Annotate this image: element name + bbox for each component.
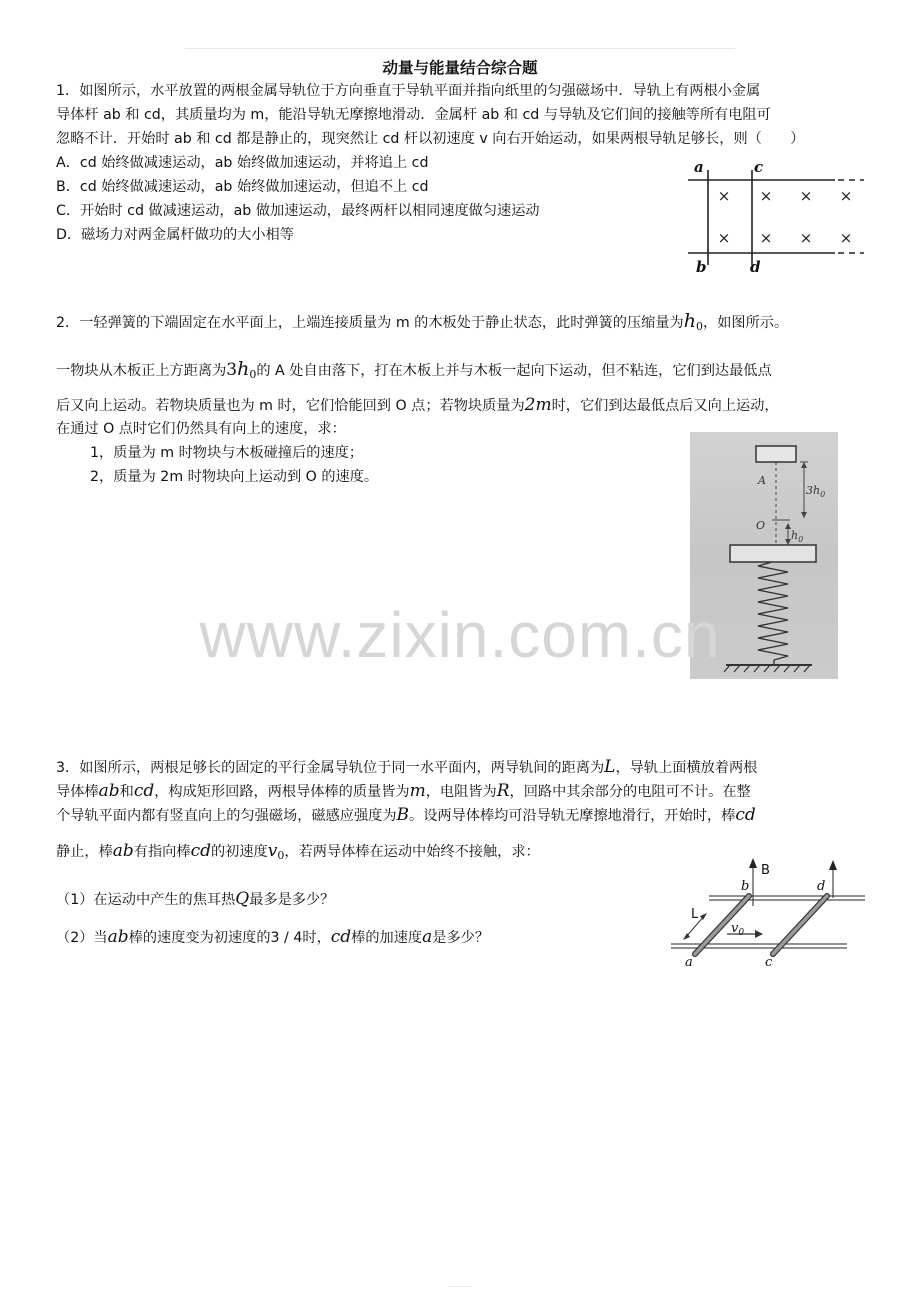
q1-option-b: B．cd 始终做减速运动，ab 始终做加速运动，但追不上 cd [56, 179, 429, 195]
symbol-2m: 2m [524, 395, 552, 415]
q1-line-3: 忽略不计．开始时 ab 和 cd 都是静止的，现突然让 cd 杆以初速度 v 向右开始运动，如果两根导轨足够长，则（ ） [56, 131, 805, 147]
q2-line-4: 在通过 O 点时它们仍然具有向上的速度，求： [56, 421, 346, 437]
q3-line-3: 个导轨平面内都有竖直向上的匀强磁场，磁感应强度为B。设两导体棒均可沿导轨无摩擦地滑行，开始时，棒cd [56, 805, 756, 825]
q1-option-a: A．cd 始终做减速运动，ab 始终做加速运动，并将追上 cd [56, 155, 429, 171]
wooden-board [730, 545, 816, 562]
label-b: b [696, 258, 707, 276]
label-L: L [691, 907, 699, 922]
watermark: www.zixin.com.cn [199, 599, 721, 671]
q1-option-d: D．磁场力对两金属杆做功的大小相等 [56, 227, 294, 243]
q1-rail-figure [680, 152, 870, 276]
symbol-h0: $h_0$ [237, 358, 257, 381]
label-A: A [758, 474, 766, 487]
field-cross: × [759, 229, 773, 247]
label-v0: $v_0$ [731, 921, 745, 938]
q3-part-1: （1）在运动中产生的焦耳热Q最多是多少？ [56, 889, 335, 909]
q3-line-4: 静止，棒ab有指向棒cd的初速度$v_0$，若两导体棒在运动中始终不接触，求： [56, 841, 540, 862]
label-c: c [754, 158, 764, 176]
page-title: 动量与能量结合综合题 [382, 59, 538, 77]
q1-option-c: C．开始时 cd 做减速运动，ab 做加速运动，最终两杆以相同速度做匀速运动 [56, 203, 540, 219]
q3-parallel-rails-figure [665, 854, 875, 972]
footer-mark [448, 1286, 472, 1287]
q2-subquestion-2: 2，质量为 2m 时物块向上运动到 O 的速度。 [90, 469, 379, 485]
label-h0: $h_0$ [791, 529, 804, 544]
field-cross: × [799, 187, 813, 205]
field-cross: × [759, 187, 773, 205]
field-cross: × [717, 187, 731, 205]
q3-part-2: （2）当ab棒的速度变为初速度的3 / 4时，cd棒的加速度a是多少？ [56, 927, 490, 947]
falling-block [756, 446, 796, 462]
b-field-arrow [749, 858, 757, 868]
velocity-arrow [755, 930, 763, 938]
q3-line-1: 3．如图所示，两根足够长的固定的平行金属导轨位于同一水平面内，两导轨间的距离为L，导轨上面横放着两根 [56, 757, 758, 777]
q2-subquestion-1: 1，质量为 m 时物块与木板碰撞后的速度； [90, 445, 364, 461]
q3-line-2: 导体棒ab和cd，构成矩形回路，两根导体棒的质量皆为m，电阻皆为R，回路中其余部分的电阻可不计。在整 [56, 781, 751, 801]
field-cross: × [839, 187, 853, 205]
field-cross: × [839, 229, 853, 247]
label-O: O [756, 519, 766, 532]
label-b: b [741, 879, 750, 894]
label-d: d [750, 258, 761, 276]
label-B: B [761, 863, 770, 878]
symbol-h0: $h_0$ [683, 310, 703, 333]
label-a: a [685, 955, 693, 970]
q2-line-1: 2．一轻弹簧的下端固定在水平面上，上端连接质量为 m 的木板处于静止状态，此时弹簧的压缩量为$h_0$，如图所示。 [56, 310, 789, 333]
field-cross: × [799, 229, 813, 247]
q2-line-2: 一物块从木板正上方距离为$3h_0$的 A 处自由落下，打在木板上并与木板一起向下运动，但不粘连，它们到达最低点 [56, 358, 772, 381]
label-3h0: $3h_0$ [806, 484, 826, 499]
b-field-arrow [829, 860, 837, 870]
q2-line-3: 后又向上运动。若物块质量也为 m 时，它们恰能回到 O 点；若物块质量为2m时，它们到达最低点后又向上运动， [56, 395, 779, 415]
q1-line-1: 1．如图所示，水平放置的两根金属导轨位于方向垂直于导轨平面并指向纸里的匀强磁场中．导轨上有两根小金属 [56, 83, 761, 99]
label-c: c [765, 955, 773, 970]
label-d: d [817, 879, 826, 894]
header-rule [185, 48, 735, 49]
label-a: a [694, 158, 704, 176]
q1-line-2: 导体杆 ab 和 cd，其质量均为 m，能沿导轨无摩擦地滑动．金属杆 ab 和 cd 与导轨及它们间的接触等所有电阻可 [56, 107, 771, 123]
field-cross: × [717, 229, 731, 247]
